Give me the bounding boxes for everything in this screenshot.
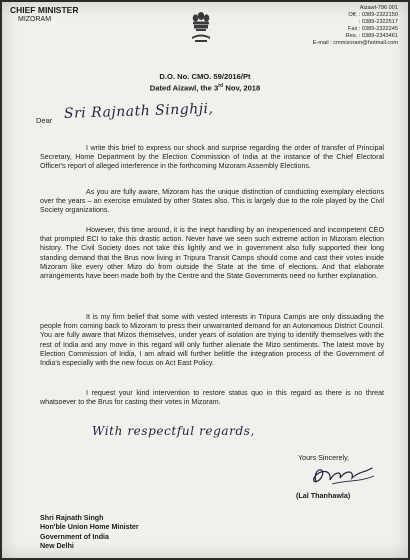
signature-icon — [302, 462, 380, 488]
contact-line: Off. : 0389-2322150 — [348, 12, 398, 19]
reference-number: D.O. No. CMO. 59/2016/Pt — [159, 72, 251, 81]
signatory-name: (Lal Thanhawla) — [296, 491, 351, 500]
contact-line: Res. : 0389-2343461 — [345, 33, 398, 40]
recipient-line: New Delhi — [40, 542, 74, 551]
letterhead-title: CHIEF MINISTER — [10, 5, 79, 15]
contact-line: : 0389-2322517 — [358, 19, 398, 26]
letter-paragraph: As you are fully aware, Mizoram has the unique distinction of conducting exemplary elections over the years – an exercise emulated by other States also. This is largely due to the role played by the Civil Society organizations. — [40, 188, 384, 215]
contact-email: E-mail : cmmizoram@hotmail.com — [312, 40, 398, 47]
recipient-line: Government of India — [40, 532, 109, 541]
handwritten-regards: With respectful regards, — [92, 424, 255, 438]
letter-paragraph: It is my firm belief that some with vested interests in Tripura Camps are only dissuading the people from coming back to Mizoram to press their unwarranted demand for an Autonomous District Council. You are fully aware that Mizos themselves, under years of isolation are trying to identify themselves with the rest of India and any move in this regard will only further alienate the Mizo sentiments. The latest move by Election Commission of India, I am afraid will further belittle the integration process of the Government of India's especially with the new focus on Act East Policy. — [40, 313, 384, 368]
contact-line: Aizawl-796 001 — [359, 5, 398, 11]
salutation-dear: Dear — [36, 116, 53, 125]
handwritten-salutation-name: Sri Rajnath Singhji, — [63, 100, 214, 122]
recipient-line: Hon'ble Union Home Minister — [40, 523, 139, 532]
recipient-line: Shri Rajnath Singh — [40, 514, 104, 522]
letterhead-subtitle: MIZORAM — [18, 16, 52, 23]
letter-page — [2, 2, 408, 558]
recipient-address — [40, 514, 139, 552]
closing: Yours Sincerely, — [298, 453, 350, 462]
letterhead-contact — [313, 5, 398, 48]
letter-paragraph: I write this brief to express our shock and surprise regarding the order of transfer of Principal Secretary, Home Department by the Election Commission of India at the instance of the Chief Electoral Officer's report of alleged interference in the forthcoming Mizoram Assembly Elections. — [40, 144, 384, 171]
contact-line: Fax : 0389-2322245 — [347, 26, 398, 33]
reference-date: Dated Aizawl, the 3rd Nov, 2018 — [149, 83, 261, 93]
letter-paragraph: However, this time around, it is the inept handling by an inexperienced and incompetent CEO that prompted ECI to take this drastic action. Never have we seen such extreme action in Mizoram election history. The Civil Society does not take this lightly and we in government also fully supported their long standing demand that the Brus now living in Tripura Transit Camps should come and cast their votes inside Mizoram like every other Mizo do from outside the State at the time of elections. And that elaborate arrangements have been made both by the Centre and the State Governments need no further explanation. — [40, 226, 384, 281]
letter-paragraph: I request your kind intervention to restore status quo in this regard as there is no threat whatsoever to the Brus for casting their votes in Mizoram. — [40, 389, 384, 407]
state-emblem-icon — [190, 10, 212, 44]
